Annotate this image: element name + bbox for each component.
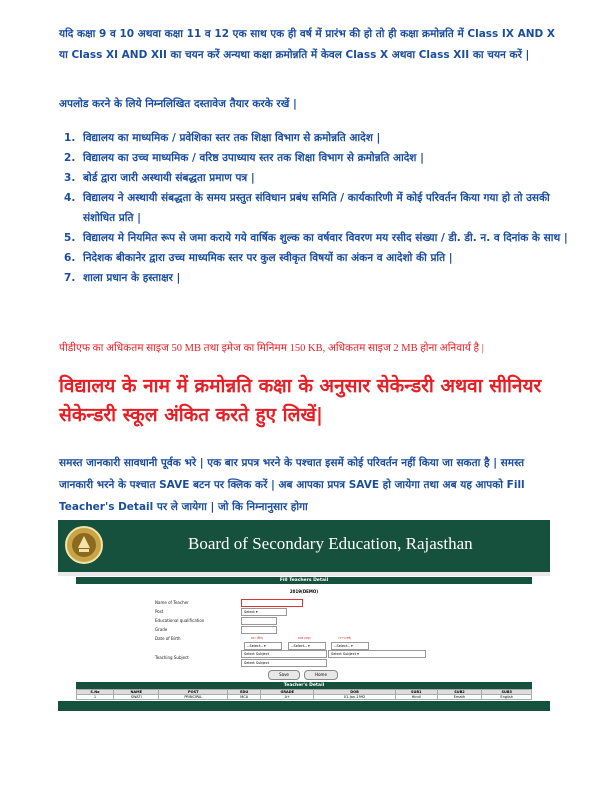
teacher-detail-table <box>76 689 532 700</box>
col-sub2: SUB2 <box>437 690 482 695</box>
upload-documents-heading: अपलोड करने के लिये निम्नलिखित दस्तावेज तैयार करके रखें | <box>59 98 297 110</box>
post-label: Post <box>155 609 164 614</box>
dob-day-value: --Select-- <box>247 644 263 648</box>
dob-year-select[interactable]: --Select-- ▾ <box>331 642 369 650</box>
header-divider <box>58 572 550 576</box>
document-item: 5. विद्यालय मे नियमित रूप से जमा कराये गये वार्षिक शुल्क का वर्षवार विवरण मय रसीद संख्या / डी. डी. न. व दिनांक के साथ | <box>79 228 569 248</box>
grade-input[interactable] <box>241 626 277 634</box>
grade-label: Grade <box>155 627 168 632</box>
save-button[interactable]: Save <box>268 670 300 680</box>
teacher-detail-screenshot <box>58 520 550 714</box>
session-label: 2019(DEMO) <box>289 589 319 594</box>
board-header <box>58 520 550 572</box>
cell-dob: 01-Jan-1992 <box>314 695 396 700</box>
document-item: 4. विद्यालय ने अस्थायी संबद्धता के समय प्रस्तुत संविधान प्रबंध समिति / कार्यकारिणी में कोई परिवर्तन किया गया हो तो उसकी संशोधित प्रति | <box>79 188 569 228</box>
teacher-table-title: Teacher's Detail <box>76 682 532 689</box>
board-title: Board of Secondary Education, Rajasthan <box>188 534 473 553</box>
board-footer <box>58 701 550 711</box>
teaching-subject-label: Teaching Subject <box>155 655 189 660</box>
subject-select-2-value: Select Subject <box>331 652 356 656</box>
documents-list <box>59 128 569 288</box>
cell-sno: 1 <box>77 695 114 700</box>
qualification-input[interactable] <box>241 617 277 625</box>
cell-sub2: Emath <box>437 695 482 700</box>
form-title: Fill Teachers Detail <box>76 577 532 584</box>
cell-sub1: Hindi <box>395 695 437 700</box>
closing-instruction: समस्त जानकारी सावधानी पूर्वक भरे | एक बार प्रपत्र भरने के पश्चात इसमें कोई परिवर्तन नहीं किया जा सकता है | समस्त जानकारी भरने के पश्चात SAVE बटन पर क्लिक करें | अब आपका प्रपत्र SAVE हो जायेगा तथा अब यह आपको Fill Teacher's Detail पर ले जायेगा | जो कि निम्नानुसार होगा <box>59 457 525 513</box>
col-name: NAME <box>113 690 158 695</box>
col-sno: S.No <box>77 690 114 695</box>
subject-select-3[interactable] <box>241 659 327 667</box>
cell-name: SWATI <box>113 695 158 700</box>
class-selection-instruction: यदि कक्षा 9 व 10 अथवा कक्षा 11 व 12 एक साथ एक ही वर्ष में प्रारंभ की हो तो ही कक्षा क्रमोन्नति में Class IX AND X या Class XI AND XII का चयन करें अन्यथा कक्षा क्रमोन्नति में केवल Class X अथवा Class XII का चयन करें | <box>59 28 555 61</box>
teacher-name-input[interactable] <box>241 599 303 607</box>
document-item: 2. विद्यालय का उच्च माध्यमिक / वरिष्ठ उपाध्याय स्तर तक शिक्षा विभाग से क्रमोन्नति आदेश | <box>79 148 569 168</box>
subject-select-3-value: Select Subject <box>244 661 269 665</box>
dob-month-select[interactable]: --Select-- ▾ <box>288 642 326 650</box>
document-item: 7. शाला प्रधान के हस्ताक्षर | <box>79 268 569 288</box>
cell-sub3: English <box>482 695 532 700</box>
dob-year-hint: YYYY(वर्ष) <box>338 636 352 640</box>
dob-month-value: --Select-- <box>291 644 307 648</box>
col-sub1: SUB1 <box>395 690 437 695</box>
subject-select-1-value: Select Subject <box>244 652 269 656</box>
document-item: 3. बोर्ड द्वारा जारी अस्थायी संबद्धता प्रमाण पत्र | <box>79 168 569 188</box>
school-name-instruction: विद्यालय के नाम में क्रमोन्नति कक्षा के अनुसार सेकेन्डरी अथवा सीनियर सेकेन्डरी स्कूल अंकित करते हुए लिखें| <box>59 375 542 426</box>
col-dob: DOB <box>314 690 396 695</box>
document-item: 1. विद्यालय का माध्यमिक / प्रवेशिका स्तर तक शिक्षा विभाग से क्रमोन्नति आदेश | <box>79 128 569 148</box>
col-post: POST <box>159 690 228 695</box>
dob-label: Date of Birth <box>155 636 181 641</box>
dob-year-value: --Select-- <box>334 644 350 648</box>
table-row <box>77 695 532 700</box>
document-item: 6. निदेशक बीकानेर द्वारा उच्च माध्यमिक स्तर पर कुल स्वीकृत विषयों का अंकन व आदेशो की प्रति | <box>79 248 569 268</box>
board-seal-icon <box>64 524 104 566</box>
col-grade: GRADE <box>261 690 314 695</box>
dob-day-hint: DD (दिन) <box>251 636 263 640</box>
subject-select-1[interactable] <box>241 650 327 658</box>
qualification-label: Educational qualification <box>155 618 205 623</box>
cell-edu: MCA <box>228 695 261 700</box>
file-size-note: पीडीएफ का अधिकतम साइज 50 MB तथा इमेज का मिनिमम 150 KB, अधिकतम साइज 2 MB होना अनिवार्य है | <box>59 343 484 354</box>
dob-month-hint: MM (माह) <box>298 636 311 640</box>
post-select-value: Select <box>244 610 255 614</box>
dob-day-select[interactable]: --Select-- ▾ <box>244 642 282 650</box>
teacher-name-label: Name of Teacher <box>155 600 189 605</box>
home-button[interactable]: Home <box>304 670 338 680</box>
subject-select-2[interactable]: Select Subject ▾ <box>328 650 426 658</box>
col-sub3: SUB3 <box>482 690 532 695</box>
col-edu: EDU <box>228 690 261 695</box>
cell-post: PRINCIPAL <box>159 695 228 700</box>
post-select[interactable]: Select ▾ <box>241 608 287 616</box>
cell-grade: A+ <box>261 695 314 700</box>
